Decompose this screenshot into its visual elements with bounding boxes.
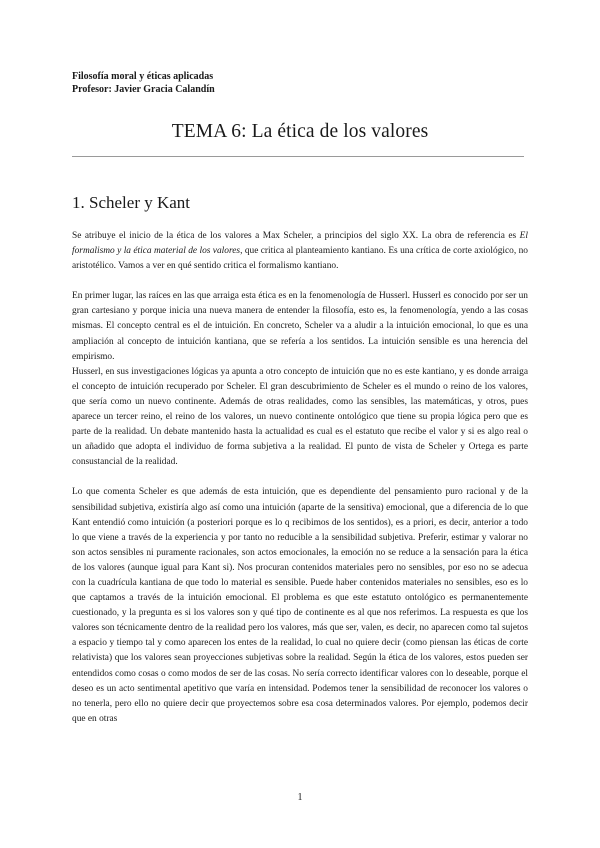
page-number: 1 bbox=[297, 792, 303, 803]
paragraph-1 bbox=[72, 229, 528, 274]
paragraph-1-part-a: Se atribuye el inicio de la ética de los valores a Max Scheler, a principios del siglo XX. La obra de referencia es bbox=[72, 231, 520, 241]
professor-name: Profesor: Javier Gracia Calandín bbox=[72, 84, 215, 95]
paragraph-2: En primer lugar, las raíces en las que arraiga esta ética es en la fenomenología de Husserl. Husserl es conocido por ser un gran cartesiano y porque inicia una nueva manera de entender la filosofía, esto es, la fenomenología, yendo a las cosas mismas. El concepto central es el de intuición. En concreto, Scheler va a aludir a la intuición emocional, lo que es una ampliación al concepto de intuición kantiana, que se refería a los sentidos. La intuición sensible es una herencia del empirismo. bbox=[72, 291, 528, 362]
book-title: El formalismo y la ética material de los valores bbox=[72, 231, 528, 257]
title-divider bbox=[72, 156, 524, 157]
document-title: TEMA 6: La ética de los valores bbox=[171, 121, 429, 142]
paragraph-3: Husserl, en sus investigaciones lógicas ya apunta a otro concepto de intuición que no es este kantiano, y es donde arraiga el concepto de intuición recuperado por Scheler. El gran descubrimiento de Scheler es el mundo o reino de los valores, que sería como un nuevo continente. Además de otras realidades, como las sensibles, las matemáticas, y otros, pues aparece un tercer reino, el reino de los valores, un nuevo continente ontológico que tiene su propia lógica pero que es parte de la realidad. Un debate mantenido hasta la actualidad es cual es el estatuto que recibe el valor y si es algo real o un añadido que adopta el individuo de forma subjetiva a la realidad. El punto de vista de Scheler y Ortega es parte consustancial de la realidad. bbox=[72, 366, 528, 468]
course-name: Filosofía moral y éticas aplicadas bbox=[72, 71, 214, 82]
paragraph-4: Lo que comenta Scheler es que además de esta intuición, que es dependiente del pensamiento puro racional y de la sensibilidad subjetiva, existiría algo así como una intuición (aparte de la sensitiva) emocional, que a diferencia de lo que Kant entendió como intuición (a posteriori porque es lo q recibimos de los sentidos), es a priori, es decir, anterior a todo lo que viene a través de la experiencia y por tanto no reducible a la sensibilidad subjetiva. Preferir, estimar y valorar no son actos sensibles ni puramente racionales, son actos emocionales, la emoción no se reduce a la sensación para la ética de los valores (aunque igual para Kant si). Nos procuran contenidos materiales pero no sensibles, por eso no se adecua con la cuadrícula kantiana de que todo lo material es sensible. Puede haber contenidos materiales no sensibles, eso es lo que captamos a través de la intuición emocional. El problema es que este estatuto ontológico es permanentemente cuestionado, y la pregunta es si los valores son y qué tipo de continente es al que nos referimos. La respuesta es que los valores son técnicamente dentro de la realidad pero los valores, más que ser, valen, es decir, no aparecen como tal sujetos a espacio y tiempo tal y como aparecen los entes de la realidad, lo cual no quiere decir (como piensan las éticas de corte relativista) que los valores sean proyecciones subjetivas sobre la realidad. Según la ética de los valores, estos pueden ser entendidos como cosas o como modos de ser de las cosas. No sería correcto identificar valores con lo deseable, porque el deseo es un acto sentimental apetitivo que varía en intensidad. Podemos tener la sensibilidad de reconocer los valores o no tenerla, pero ello no quiere decir que proyectemos sobre esa cosa determinados valores. Por ejemplo, podemos decir que en otras bbox=[72, 487, 528, 724]
document-page bbox=[72, 70, 528, 727]
section-heading: 1. Scheler y Kant bbox=[72, 193, 191, 212]
paragraph-1-part-b: , que critica al planteamiento kantiano. Es una crítica de corte axiológico, no aristotélico. Vamos a ver en qué sentido critica el formalismo kantiano. bbox=[72, 246, 528, 272]
